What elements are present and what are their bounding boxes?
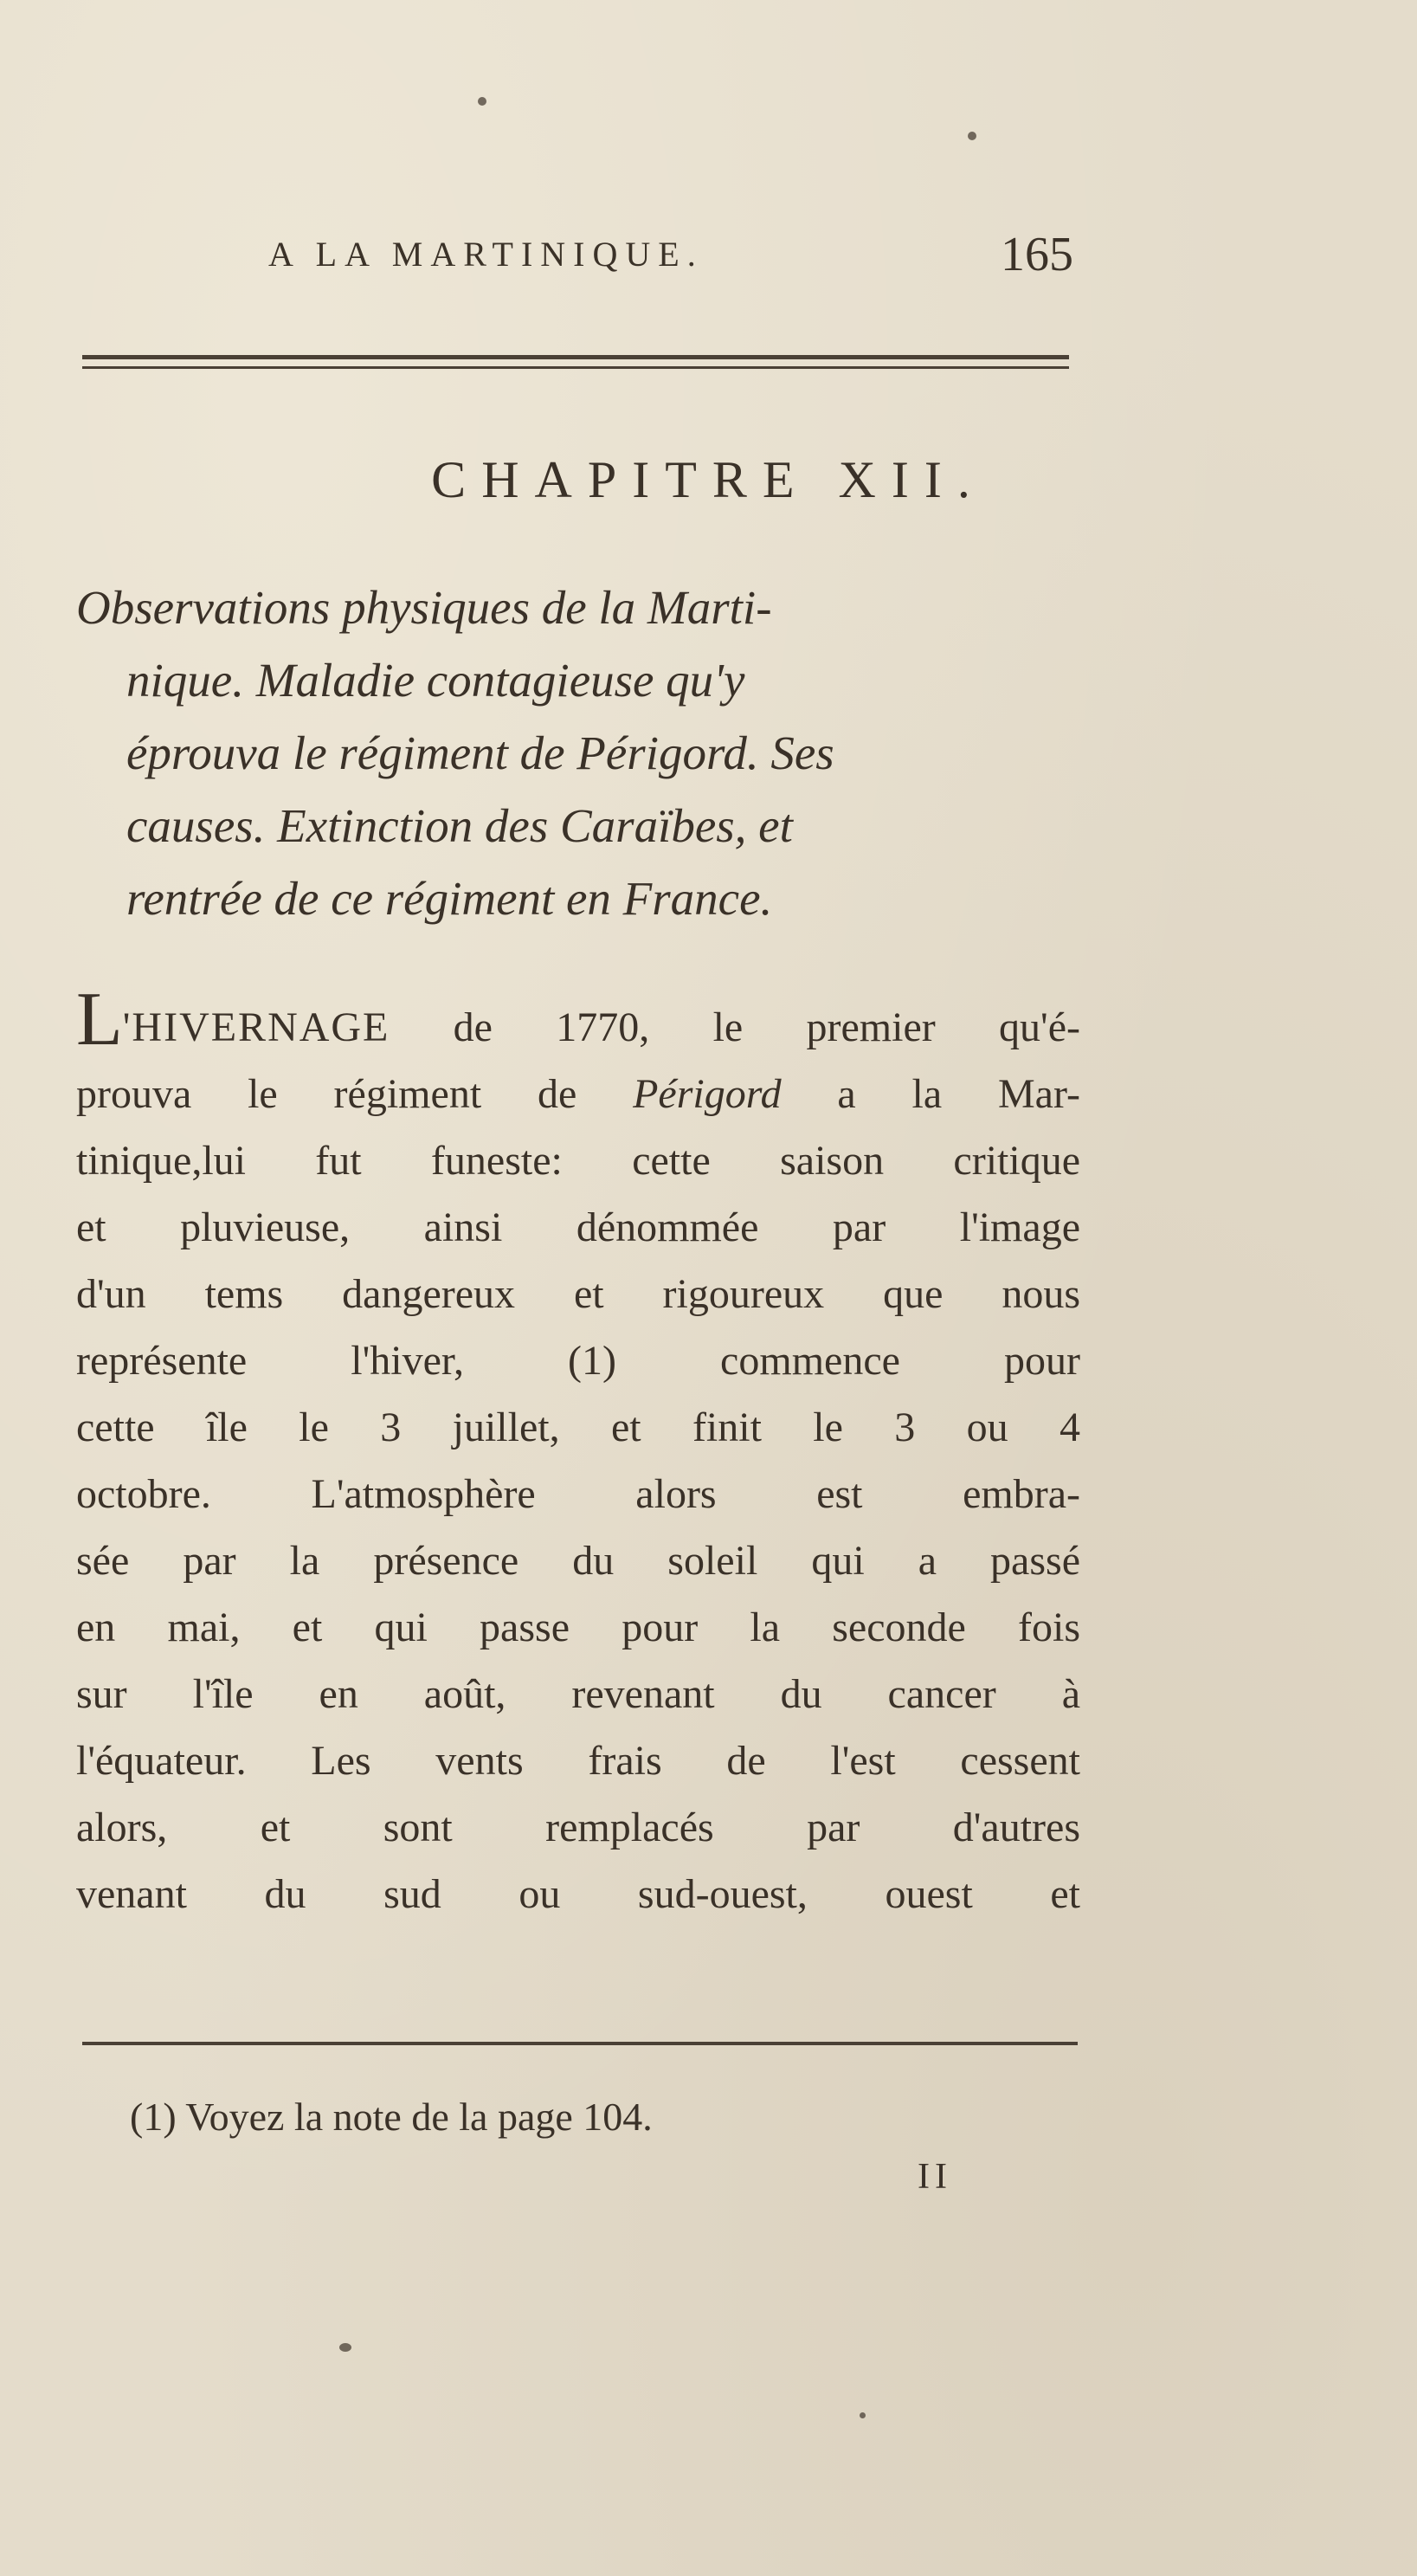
body-line: d'un tems dangereux et rigoureux que nous	[76, 1271, 1080, 1317]
ink-speck	[339, 2343, 351, 2352]
italic-name: Périgord	[633, 1071, 782, 1117]
ink-speck	[478, 97, 486, 106]
body-line: en mai, et qui passe pour la seconde fois	[76, 1604, 1080, 1650]
body-line: l'équateur. Les vents frais de l'est cessent	[76, 1738, 1080, 1784]
body-line: sur l'île en août, revenant du cancer à	[76, 1671, 1080, 1717]
first-line-rest: de 1770, le premier qu'é-	[390, 1004, 1080, 1050]
signature-mark: II	[918, 2157, 952, 2197]
body-line: octobre. L'atmosphère alors est embra-	[76, 1471, 1080, 1517]
body-line: alors, et sont remplacés par d'autres	[76, 1804, 1080, 1850]
body-text-segment: prouva le régiment de	[76, 1071, 634, 1117]
running-header	[268, 227, 1073, 287]
ink-speck	[968, 132, 976, 140]
summary-line: nique. Maladie contagieuse qu'y	[126, 654, 745, 707]
ink-speck	[860, 2412, 866, 2418]
body-line	[76, 1061, 1080, 1127]
page-number: 165	[1001, 228, 1073, 281]
first-word: 'HIVERNAGE	[122, 1004, 390, 1050]
footnote: (1) Voyez la note de la page 104.	[130, 2095, 653, 2139]
body-line: venant du sud ou sud-ouest, ouest et	[76, 1871, 1080, 1917]
summary-line: rentrée de ce régiment en France.	[126, 872, 773, 925]
summary-line: Observations physiques de la Marti-	[76, 581, 772, 634]
summary-line: causes. Extinction des Caraïbes, et	[126, 799, 793, 852]
body-paragraph	[76, 978, 1080, 1927]
body-line: représente l'hiver, (1) commence pour	[76, 1338, 1080, 1384]
body-line: tinique,lui fut funeste: cette saison critique	[76, 1138, 1080, 1184]
chapter-title: CHAPITRE XII.	[431, 451, 986, 508]
body-text-segment: a la Mar-	[781, 1071, 1080, 1117]
summary-line: éprouva le régiment de Périgord. Ses	[126, 726, 834, 779]
chapter-summary	[76, 571, 1080, 935]
header-double-rule	[82, 355, 1069, 369]
drop-cap: L	[76, 978, 123, 1062]
footnote-rule	[82, 2042, 1078, 2045]
body-line: et pluvieuse, ainsi dénommée par l'image	[76, 1204, 1080, 1250]
running-title: A LA MARTINIQUE.	[268, 235, 704, 274]
body-line: sée par la présence du soleil qui a passé	[76, 1538, 1080, 1584]
body-line	[76, 978, 1080, 1062]
body-line: cette île le 3 juillet, et finit le 3 ou 4	[76, 1404, 1080, 1450]
